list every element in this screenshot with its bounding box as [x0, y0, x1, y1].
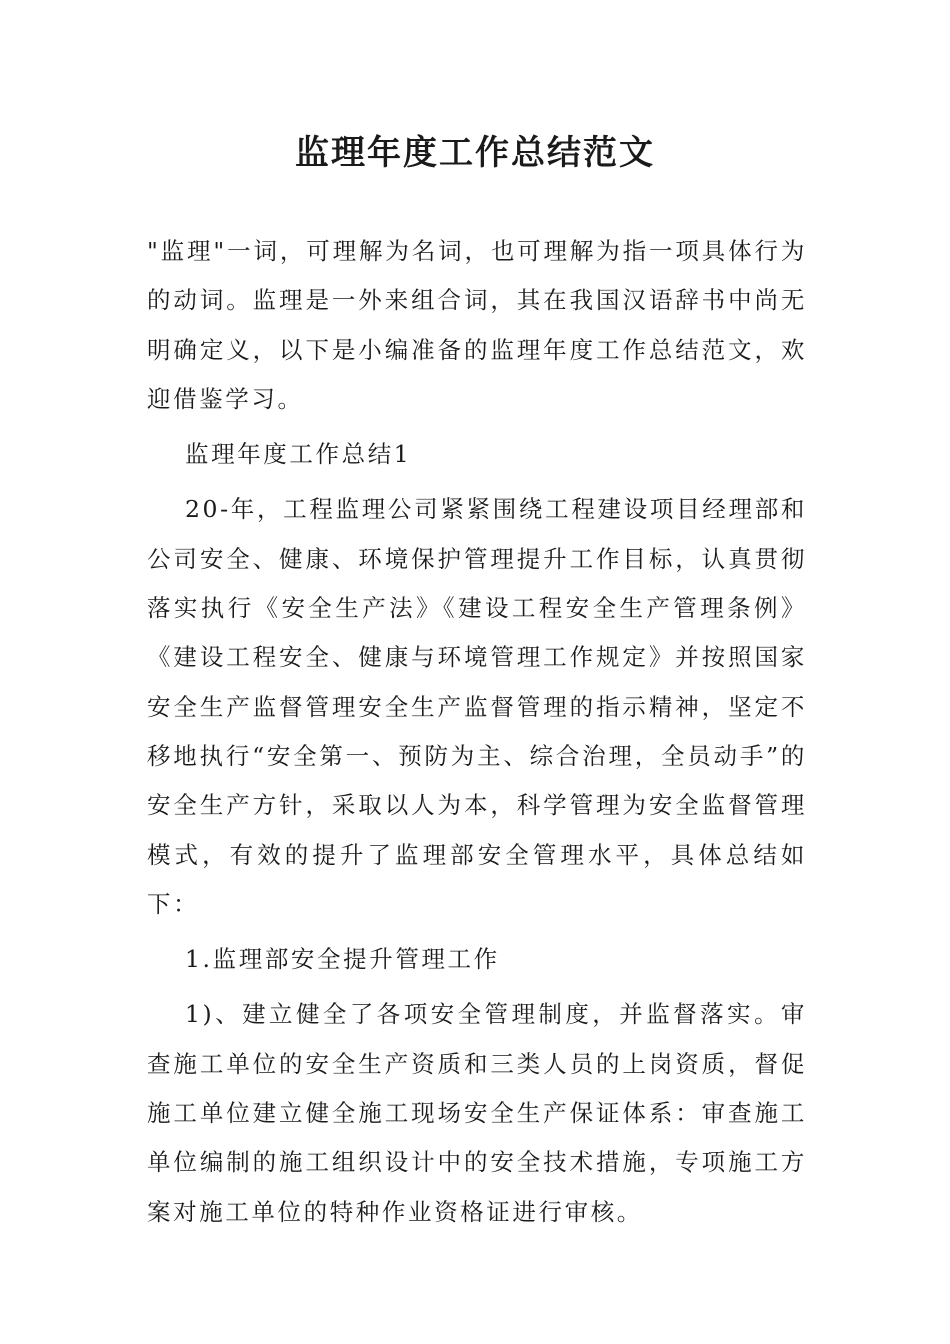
- section-heading: 监理年度工作总结1: [185, 440, 412, 469]
- paragraph-summary: 20-年，工程监理公司紧紧围绕工程建设项目经理部和公司安全、健康、环境保护管理提升工作目标，认真贯彻落实执行《安全生产法》《建设工程安全生产管理条例》《建设工程安全、健康与环境管理工作规定》并按照国家安全生产监督管理安全生产监督管理的指示精神，坚定不移地执行“安全第一、预防为主、综合治理，全员动手”的安全生产方针，采取以人为本，科学管理为安全监督管理模式，有效的提升了监理部安全管理水平，具体总结如下：: [147, 495, 807, 918]
- paragraph-item-1: 1)、建立健全了各项安全管理制度，并监督落实。审查施工单位的安全生产资质和三类人员的上岗资质，督促施工单位建立健全施工现场安全生产保证体系：审查施工单位编制的施工组织设计中的安全技术措施，专项施工方案对施工单位的特种作业资格证进行审核。: [147, 1000, 807, 1226]
- document-body: [147, 227, 807, 1243]
- paragraph-intro: "监理"一词，可理解为名词，也可理解为指一项具体行为的动词。监理是一外来组合词，其在我国汉语辞书中尚无明确定义，以下是小编准备的监理年度工作总结范文，欢迎借鉴学习。: [147, 237, 807, 413]
- document-title: 监理年度工作总结范文: [295, 133, 655, 173]
- subsection-heading: 1.监理部安全提升管理工作: [185, 945, 500, 974]
